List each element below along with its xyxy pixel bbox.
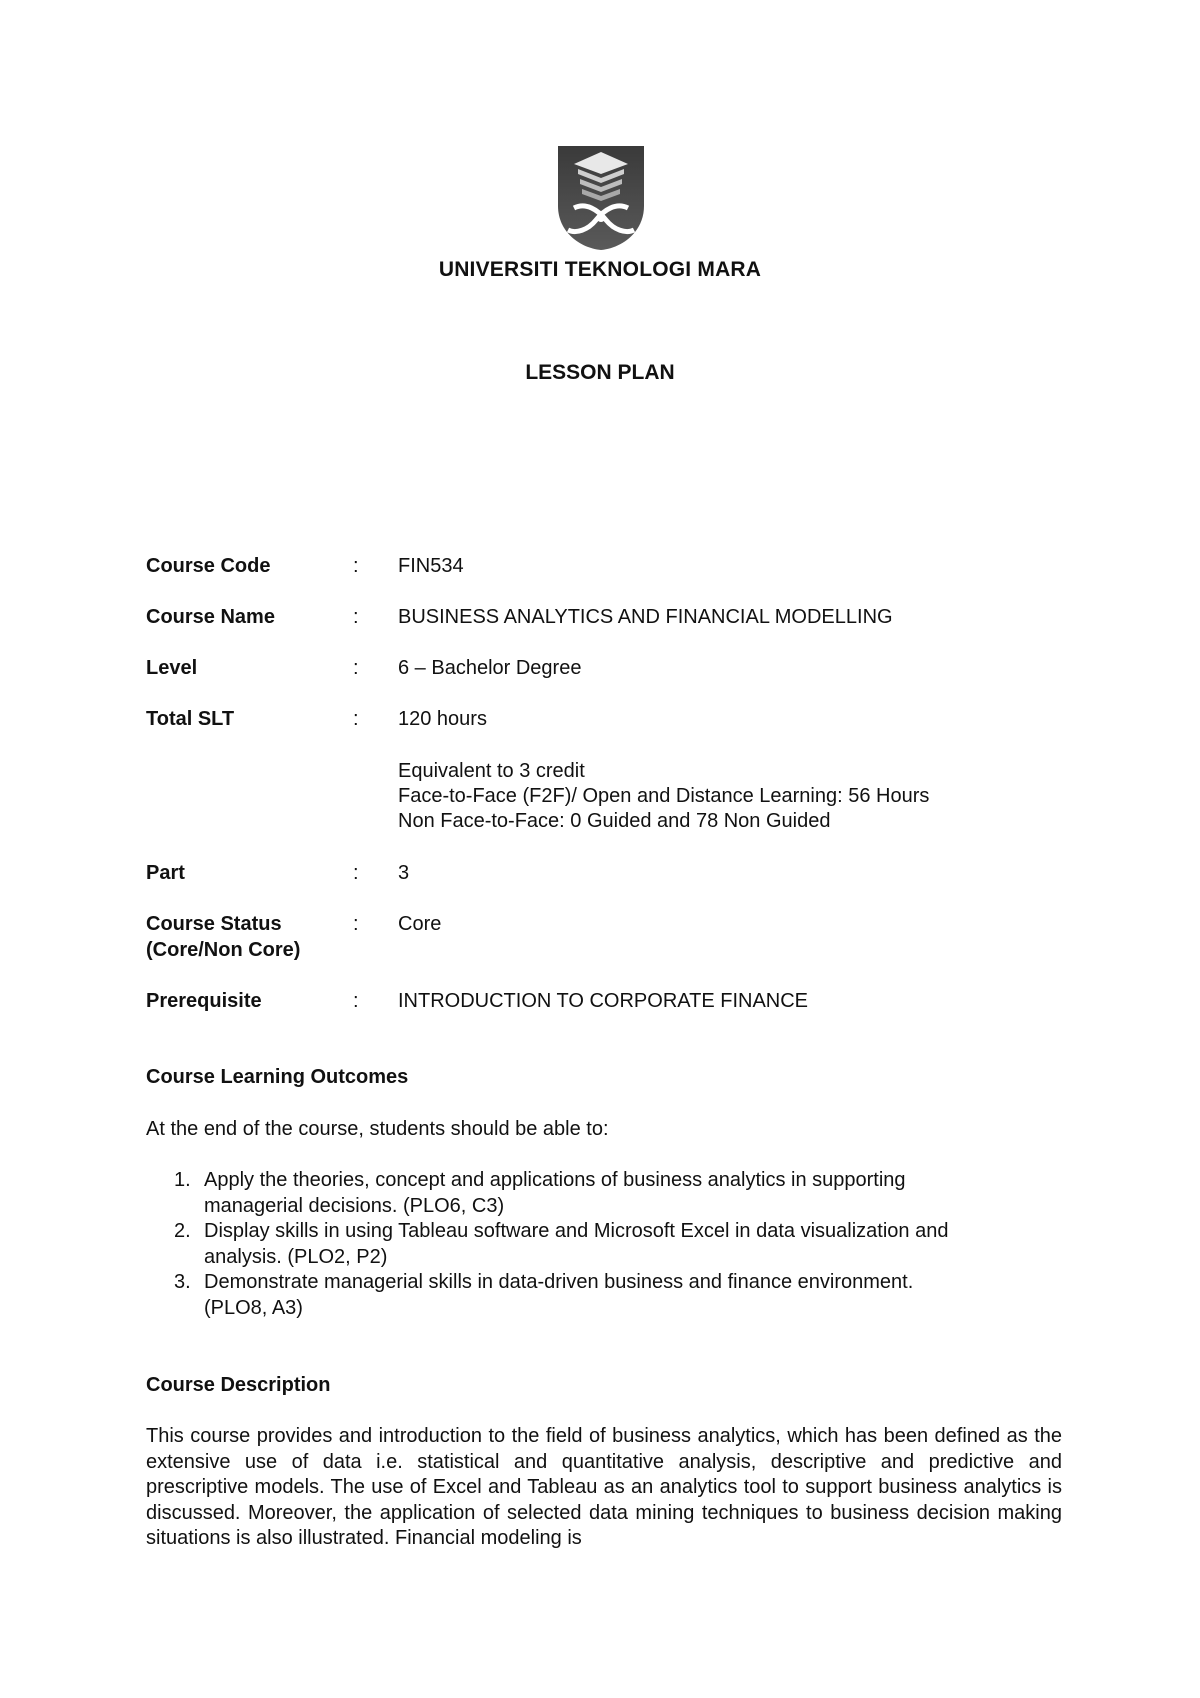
colon-separator: : xyxy=(353,708,359,730)
university-crest-icon xyxy=(556,144,646,252)
colon-separator: : xyxy=(353,657,359,679)
university-name: UNIVERSITI TEKNOLOGI MARA xyxy=(438,258,762,281)
learning-outcomes-list xyxy=(146,1168,1066,1321)
course-code-label: Course Code xyxy=(146,555,271,577)
colon-separator: : xyxy=(353,606,359,628)
outcome-text: Demonstrate managerial skills in data-driven business and finance environment. xyxy=(204,1271,914,1293)
colon-separator: : xyxy=(353,862,359,884)
slt-detail-line: Equivalent to 3 credit xyxy=(398,760,585,782)
outcome-text: (PLO8, A3) xyxy=(204,1296,303,1319)
course-code-value: FIN534 xyxy=(398,555,464,577)
list-item xyxy=(146,1270,1066,1321)
learning-outcomes-heading: Course Learning Outcomes xyxy=(146,1066,409,1088)
total-slt-value: 120 hours xyxy=(398,708,487,730)
prerequisite-value: INTRODUCTION TO CORPORATE FINANCE xyxy=(398,990,809,1012)
part-label: Part xyxy=(146,862,185,884)
part-value: 3 xyxy=(398,862,410,884)
list-number: 2. xyxy=(174,1220,191,1242)
slt-detail-line: Face-to-Face (F2F)/ Open and Distance Learning: 56 Hours xyxy=(398,785,930,807)
list-item xyxy=(146,1168,1066,1219)
outcome-text: Display skills in using Tableau software and Microsoft Excel in data visualization and xyxy=(204,1220,949,1242)
list-item xyxy=(146,1219,1066,1270)
outcome-text: Apply the theories, concept and applications of business analytics in supporting xyxy=(204,1169,906,1191)
level-value: 6 – Bachelor Degree xyxy=(398,657,582,679)
course-status-sublabel: (Core/Non Core) xyxy=(146,939,301,961)
slt-detail-line: Non Face-to-Face: 0 Guided and 78 Non Guided xyxy=(398,810,831,832)
outcome-text: analysis. (PLO2, P2) xyxy=(204,1245,388,1268)
list-number: 3. xyxy=(174,1271,191,1293)
course-status-label: Course Status xyxy=(146,913,282,935)
colon-separator: : xyxy=(353,913,359,935)
colon-separator: : xyxy=(353,555,359,577)
colon-separator: : xyxy=(353,990,359,1012)
course-name-value: BUSINESS ANALYTICS AND FINANCIAL MODELLING xyxy=(398,606,893,628)
course-description-heading: Course Description xyxy=(146,1374,331,1396)
total-slt-label: Total SLT xyxy=(146,708,235,730)
prerequisite-label: Prerequisite xyxy=(146,990,262,1012)
list-number: 1. xyxy=(174,1169,191,1191)
outcome-text: managerial decisions. (PLO6, C3) xyxy=(204,1194,505,1217)
course-description-text: This course provides and introduction to the field of business analytics, which has been defined as the extensive use of data i.e. statistical and quantitative analysis, descriptive and predictive and prescriptive models. The use of Excel and Tableau as an analytics tool to support business analytics is discussed. Moreover, the application of selected data mining techniques to business decision making situations is also illustrated. Financial modeling is xyxy=(146,1425,1062,1549)
document-title: LESSON PLAN xyxy=(525,361,675,384)
course-name-label: Course Name xyxy=(146,606,275,628)
level-label: Level xyxy=(146,657,198,679)
learning-outcomes-intro: At the end of the course, students should be able to: xyxy=(146,1118,609,1140)
course-status-value: Core xyxy=(398,913,442,935)
